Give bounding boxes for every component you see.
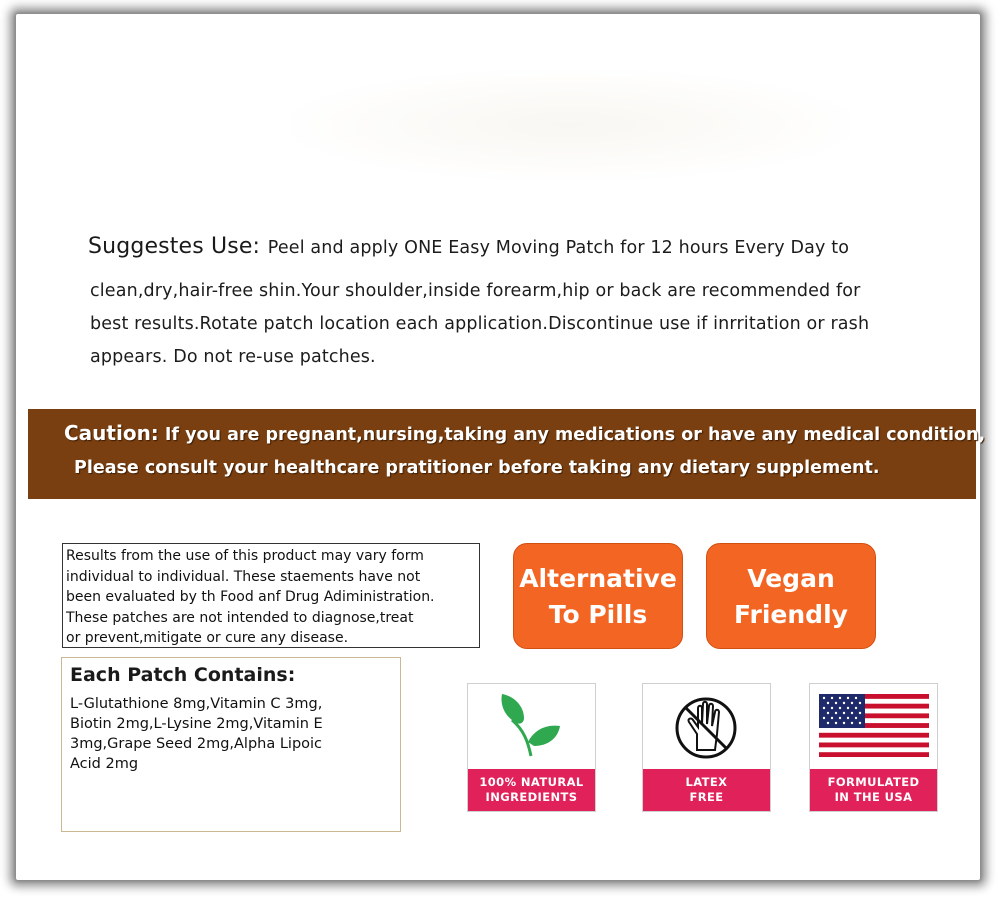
suggested-use-line: Peel and apply ONE Easy Moving Patch for 12 hours Every Day to [267, 238, 850, 258]
no-latex-glove-icon [643, 684, 770, 769]
caution-label: Caution: [64, 421, 159, 445]
caution-banner [28, 409, 986, 499]
leaf-icon [468, 684, 595, 769]
disclaimer-line: been evaluated by th Food anf Drug Adiministration. [66, 589, 435, 605]
disclaimer-line: These patches are not intended to diagnose,treat [66, 609, 414, 626]
suggested-use-line: clean,dry,hair-free shin.Your shoulder,inside forearm,hip or back are recommended for [90, 281, 861, 301]
suggested-use-line: best results.Rotate patch location each application.Discontinue use if inrritation or rash [90, 314, 870, 334]
natural-ingredients-badge: 100% NATURAL INGREDIENTS [467, 683, 596, 812]
caution-line: Please consult your healthcare pratitioner before taking any dietary supplement. [74, 458, 880, 478]
us-flag-icon [810, 684, 937, 769]
formulated-in-usa-badge: FORMULATED IN THE USA [809, 683, 938, 812]
suggested-use-heading: Suggestes Use: [88, 234, 261, 259]
ingredients-line: Biotin 2mg,L-Lysine 2mg,Vitamin E [70, 716, 323, 732]
ingredients-box [61, 657, 401, 832]
latex-free-badge: LATEX FREE [642, 683, 771, 812]
faded-header-area [290, 70, 850, 180]
disclaimer-box [62, 543, 480, 648]
disclaimer-line: Results from the use of this product may vary form [66, 548, 424, 564]
disclaimer-line: or prevent,mitigate or cure any disease. [66, 630, 349, 646]
alternative-to-pills-badge: Alternative To Pills [513, 543, 683, 649]
ingredients-line: Acid 2mg [70, 756, 139, 772]
ingredients-line: 3mg,Grape Seed 2mg,Alpha Lipoic [70, 736, 323, 752]
disclaimer-line: individual to individual. These staements have not [66, 568, 421, 585]
caution-line: If you are pregnant,nursing,taking any medications or have any medical condition, [164, 425, 986, 445]
ingredients-title: Each Patch Contains: [70, 664, 296, 686]
suggested-use-line: appears. Do not re-use patches. [90, 347, 376, 367]
vegan-friendly-badge: Vegan Friendly [706, 543, 876, 649]
suggested-use-section [88, 230, 968, 374]
ingredients-line: L-Glutathione 8mg,Vitamin C 3mg, [70, 696, 323, 712]
